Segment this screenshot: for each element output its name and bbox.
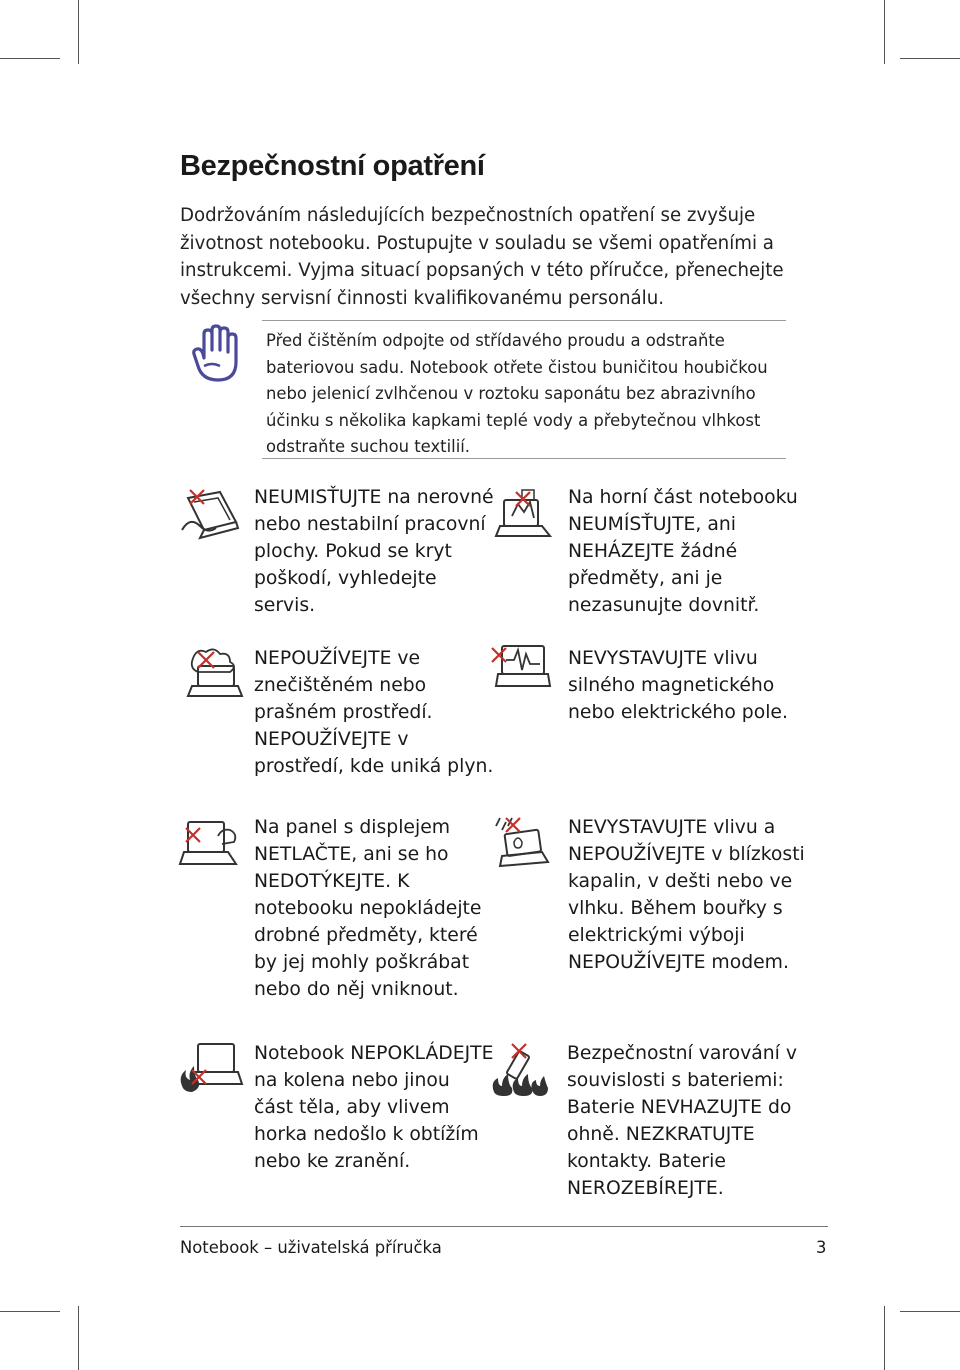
footer-rule bbox=[180, 1226, 828, 1227]
page-title: Bezpečnostní opatření bbox=[180, 150, 485, 182]
hand-caution-icon bbox=[190, 324, 246, 384]
item-liquid-rain-text: NEVYSTAVUJTE vlivu a NEPOUŽÍVEJTE v blízkosti kapalin, v dešti nebo ve vlhku. Během bouřky s elektrickými výboji NEPOUŽÍVEJTE modem. bbox=[568, 817, 805, 973]
item-press-screen-text: Na panel s displejem NETLAČTE, ani se ho NEDOTÝKEJTE. K notebooku nepokládejte drobné předměty, které by jej mohly poškrábat nebo do něj vniknout. bbox=[254, 817, 482, 1000]
item-dusty-environment-text: NEPOUŽÍVEJTE ve znečištěném nebo prašném prostředí. NEPOUŽÍVEJTE v prostředí, kde uniká plyn. bbox=[254, 648, 494, 777]
crop-mark bbox=[0, 58, 60, 59]
crop-mark bbox=[884, 0, 885, 64]
objects-on-laptop-icon bbox=[494, 486, 560, 544]
footer-text: Notebook – uživatelská příručka bbox=[180, 1238, 442, 1257]
crop-mark bbox=[78, 1306, 79, 1370]
item-magnetic-field-text: NEVYSTAVUJTE vlivu silného magnetického nebo elektrického pole. bbox=[568, 648, 788, 723]
page-number: 3 bbox=[816, 1238, 827, 1257]
item-objects-on-laptop-text: Na horní část notebooku NEUMÍSŤUJTE, ani NEHÁZEJTE žádné předměty, ani je nezasunujte dovnitř. bbox=[568, 487, 798, 616]
uneven-surface-icon bbox=[180, 486, 244, 542]
caution-text: Před čištěním odpojte od střídavého proudu a odstraňte bateriovou sadu. Notebook otřete čistou buničitou houbičkou nebo jelenicí zvlhčenou v roztoku saponátu bez abrazivního účinku s několika kapkami teplé vody a přebytečnou vlhkost odstraňte suchou textilií. bbox=[266, 331, 768, 456]
caution-top-rule bbox=[262, 320, 786, 321]
liquid-rain-icon bbox=[492, 814, 554, 872]
magnetic-field-icon bbox=[490, 640, 552, 696]
press-screen-icon bbox=[178, 816, 244, 872]
crop-mark bbox=[0, 1311, 60, 1312]
battery-fire-icon bbox=[490, 1040, 552, 1098]
item-uneven-surface-text: NEUMISŤUJTE na nerovné nebo nestabilní pracovní plochy. Pokud se kryt poškodí, vyhledejte servis. bbox=[254, 487, 494, 616]
crop-mark bbox=[884, 1306, 885, 1370]
crop-mark bbox=[78, 0, 79, 64]
crop-mark bbox=[900, 1311, 960, 1312]
dusty-environment-icon bbox=[184, 646, 244, 702]
intro-paragraph: Dodržováním následujících bezpečnostních opatření se zvyšuje životnost notebooku. Postupujte v souladu se všemi opatřeními a instrukcemi. Vyjma situací popsaných v této příručce, přenechejte všechny servisní činnosti kvalifikovanému personálu. bbox=[180, 205, 784, 309]
hot-lap-icon bbox=[178, 1040, 244, 1096]
crop-mark bbox=[900, 58, 960, 59]
caution-bottom-rule bbox=[262, 458, 786, 459]
item-battery-fire-text: Bezpečnostní varování v souvislosti s bateriemi: Baterie NEVHAZUJTE do ohně. NEZKRATUJTE kontakty. Baterie NEROZEBÍREJTE. bbox=[567, 1043, 797, 1199]
item-hot-lap-text: Notebook NEPOKLÁDEJTE na kolena nebo jinou část těla, aby vlivem horka nedošlo k obtížím nebo ke zranění. bbox=[254, 1043, 494, 1172]
